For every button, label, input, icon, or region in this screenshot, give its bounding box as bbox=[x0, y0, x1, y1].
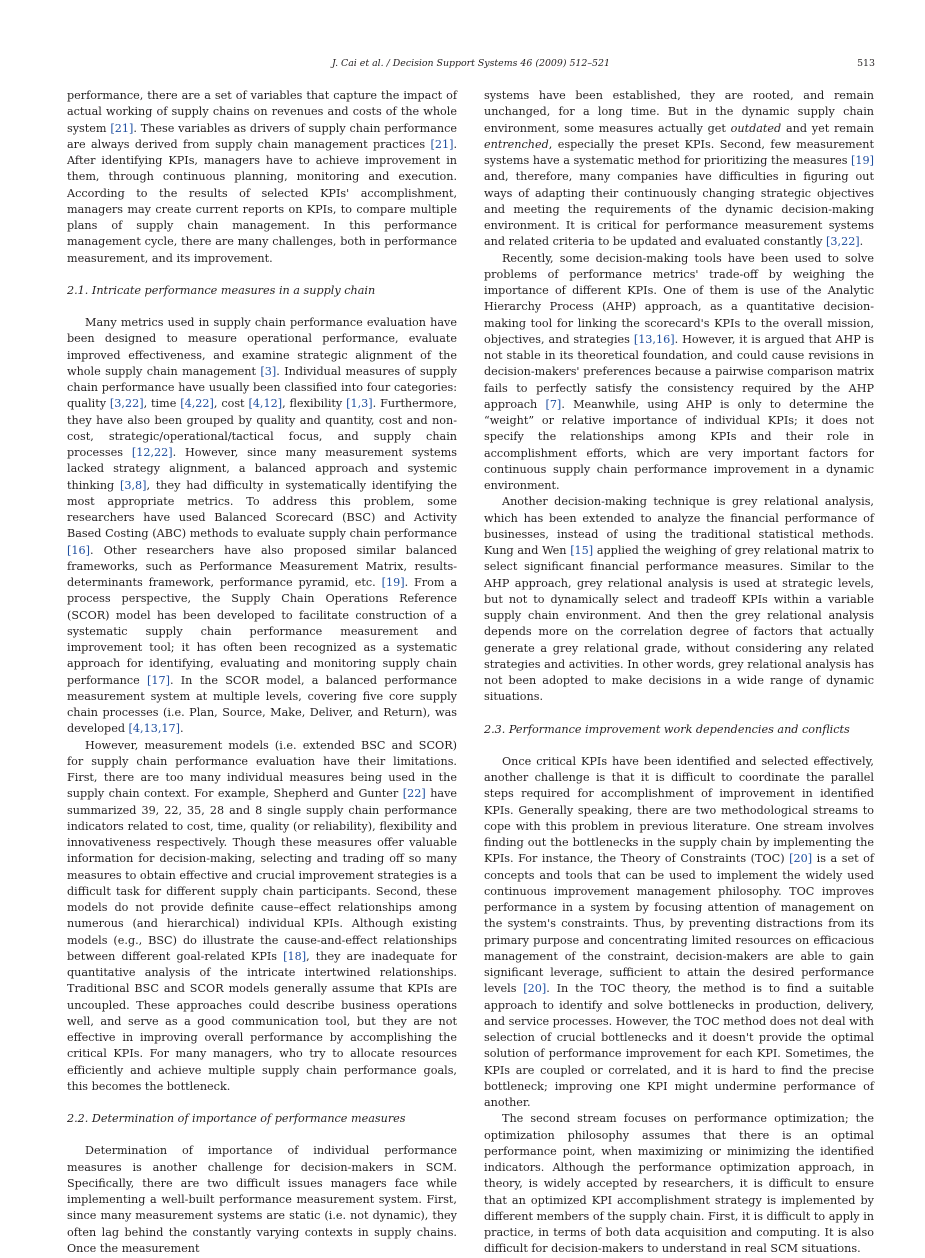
citation-link[interactable]: [16] bbox=[67, 543, 90, 557]
citation-link[interactable]: [15] bbox=[570, 544, 594, 557]
paragraph: systems have been established, they are rooted, and remain unchanged, for a long time. But in the dynamic supply chain environment, some measures actually get outdated and yet remain entrenched, especially the preset KPIs. Second, few measurement systems have a systematic method for prioritizing the measures [19] and, therefore, many companies have difficulties in figuring out ways of adapting their continuously changing strategic objectives and meeting the requirements of the dynamic decision-making environment. It is critical for performance measurement systems and related criteria to be updated and evaluated constantly [3,22]. bbox=[484, 89, 874, 249]
citation-link[interactable]: [4,13,17] bbox=[128, 722, 180, 736]
paragraph: Many metrics used in supply chain performance evaluation have been designed to measure operational performance, evaluate improved effectiveness, and examine strategic alignment of the whole supply chain management [3]. Individual measures of supply chain performance have usually been classified into four categories: quality [3,22], time [4,22], cost [4,12], flexibility [1,3]. Furthermore, they have also been grouped by quality and quantity, cost and non-cost, strategic/operational/tactical focus, and supply chain processes [12,22]. However, since many measurement systems lacked strategy alignment, a balanced approach and systemic thinking [3,8], they had difficulty in systematically identifying the most appropriate metrics. To address this problem, some researchers have used Balanced Scorecard (BSC) and Activity Based Costing (ABC) methods to evaluate supply chain performance [16]. Other researchers have also proposed similar balanced frameworks, such as Performance Measurement Matrix, results-determinants framework, performance pyramid, etc. [19]. From a process perspective, the Supply Chain Operations Reference (SCOR) model has been developed to facilitate construction of a systematic supply chain performance measurement and improvement tool; it has often been recognized as a systematic approach for identifying, evaluating and monitoring supply chain performance [17]. In the SCOR model, a balanced performance measurement system at multiple levels, covering five core supply chain processes (i.e. Plan, Source, Make, Deliver, and Return), was developed [4,13,17]. bbox=[67, 316, 458, 736]
citation-link[interactable]: [7] bbox=[545, 397, 562, 411]
page-number: 513 bbox=[857, 58, 875, 69]
citation-link[interactable]: [20] bbox=[523, 982, 547, 996]
citation-link[interactable]: [1,3] bbox=[346, 397, 373, 411]
right-column bbox=[484, 88, 874, 1258]
citation-link[interactable]: [13,16] bbox=[633, 332, 675, 346]
citation-link[interactable]: [12,22] bbox=[131, 446, 173, 459]
paragraph: Recently, some decision-making tools have been used to solve problems of performance metrics' trade-off by weighing the importance of different KPIs. One of them is use of the Analytic Hierarchy Process (AHP) approach, as a quantitative decision-making tool for linking the scorecard's KPIs to the overall mission, objectives, and strategies [13,16]. However, it is argued that AHP is not stable in its theoretical foundation, and could cause revisions in decision-makers' preferences because a pairwise comparison matrix fails to perfectly satisfy the consistency required by the AHP approach [7]. Meanwhile, using AHP is only to determine the “weight” or relative importance of individual KPIs; it does not specify the relationships among KPIs and their role in accomplishment efforts, which are very important factors for continuous supply chain performance improvement in a dynamic environment. bbox=[484, 251, 874, 492]
citation-link[interactable]: [21] bbox=[430, 137, 454, 151]
section-heading-2-2: 2.2. Determination of importance of performance measures bbox=[67, 1112, 406, 1125]
running-header bbox=[67, 58, 875, 72]
citation-link[interactable]: [20] bbox=[789, 852, 813, 866]
paragraph: performance, there are a set of variables that capture the impact of actual working of supply chains on revenues and costs of the whole system [21]. These variables as drivers of supply chain performance are always derived from supply chain management practices [21]. After identifying KPIs, managers have to achieve improvement in them, through continuous planning, monitoring and execution. According to the results of selected KPIs' accomplishment, managers may create current reports on KPIs, to compare multiple plans of supply chain management. In this performance management cycle, there are many challenges, both in performance measurement, and its improvement. bbox=[67, 89, 457, 265]
paragraph: Once critical KPIs have been identified and selected effectively, another challenge is that it is difficult to coordinate the parallel steps required for accomplishment of improvement in identified KPIs. Generally speaking, there are two methodological streams to cope with this problem in previous literature. One stream involves finding out the bottlenecks in the supply chain by implementing the KPIs. For instance, the Theory of Constraints (TOC) [20] is a set of concepts and tools that can be used to implement the widely used continuous improvement management philosophy. TOC improves performance in a system by focusing attention of management on the system's constraints. Thus, by preventing distractions from its primary purpose and concentrating limited resources on efficacious management of the constraint, decision-makers are able to gain significant leverage, sufficient to attain the desired performance levels [20]. In the TOC theory, the method is to find a suitable approach to identify and solve bottlenecks in production, delivery, and service processes. However, the TOC method does not deal with selection of crucial bottlenecks and it doesn't provide the optimal solution of performance improvement for each KPI. Sometimes, the KPIs are coupled or correlated, and it is hard to find the precise bottleneck; improving one KPI might undermine performance of another. bbox=[484, 754, 874, 1109]
section-heading-2-1: 2.1. Intricate performance measures in a supply chain bbox=[67, 283, 376, 297]
citation-link[interactable]: [21] bbox=[110, 121, 134, 135]
section-heading-2-3: 2.3. Performance improvement work dependencies and conflicts bbox=[484, 722, 850, 736]
citation-link[interactable]: [17] bbox=[146, 673, 170, 687]
citation-link[interactable]: [3] bbox=[260, 364, 277, 378]
citation-link[interactable]: [22] bbox=[402, 787, 426, 801]
citation-link[interactable]: [4,22] bbox=[180, 397, 214, 411]
citation-link[interactable]: [3,22] bbox=[109, 397, 144, 411]
citation-link[interactable]: [18] bbox=[283, 949, 307, 963]
paragraph: Determination of importance of individual performance measures is another challenge for decision-makers in SCM. Specifically, there are two difficult issues managers face while implementing a well-built performance measurement system. First, since many measurement systems are static (i.e. not dynamic), they often lag behind the constantly varying contexts in supply chains. Once the measurement bbox=[67, 1144, 457, 1255]
paragraph: The second stream focuses on performance optimization; the optimization philosophy assumes that there is an optimal performance point, when maximizing or minimizing the identified indicators. Although the performance optimization approach, in theory, is widely accepted by researchers, it is difficult to ensure that an optimized KPI accomplishment strategy is implemented by different members of the supply chain. First, it is difficult to apply in practice, in terms of both data acquisition and computing. It is also difficult for decision-makers to understand in real SCM situations. bbox=[484, 1112, 874, 1256]
citation-link[interactable]: [19] bbox=[851, 154, 874, 167]
paragraph: However, measurement models (i.e. extended BSC and SCOR) for supply chain performance evaluation have their limitations. First, there are too many individual measures being used in the supply chain context. For example, Shepherd and Gunter [22] have summarized 39, 22, 35, 28 and 8 single supply chain performance indicators related to cost, time, quality (or reliability), flexibility and innovativeness respectively. Though these measures offer valuable information for decision-making, selecting and trading off so many measures to obtain effective and crucial improvement strategies is a difficult task for different supply chain participants. Second, these models do not provide definite cause–effect relationships among numerous (and hierarchical) individual KPIs. Although existing models (e.g., BSC) do illustrate the cause-and-effect relationships between different goal-related KPIs [18], they are inadequate for quantitative analysis of the intricate intertwined relationships. Traditional BSC and SCOR models generally assume that KPIs are uncoupled. These approaches could describe business operations well, and serve as a good communication tool, but they are not effective in improving overall performance by accomplishing the critical KPIs. For many managers, who try to allocate resources efficiently and achieve multiple supply chain performance goals, this becomes the bottleneck. bbox=[67, 738, 458, 1093]
citation-link[interactable]: [19] bbox=[381, 576, 405, 589]
citation-link[interactable]: [3,22] bbox=[826, 235, 860, 249]
citation-link[interactable]: [3,8] bbox=[119, 478, 147, 492]
left-column bbox=[67, 88, 457, 1257]
citation-link[interactable]: [4,12] bbox=[248, 397, 283, 411]
journal-citation: J. Cai et al. / Decision Support Systems 46 (2009) 512–521 bbox=[332, 58, 610, 69]
paragraph: Another decision-making technique is grey relational analysis, which has been extended to analyze the financial performance of businesses, instead of using the traditional statistical methods. Kung and Wen [15] applied the weighing of grey relational matrix to select significant financial performance measures. Similar to the AHP approach, grey relational analysis is used at strategic levels, but not to dynamically select and tradeoff KPIs within a variable supply chain environment. And then the grey relational analysis depends more on the correlation degree of factors that actually generate a grey relational grade, without considering any related strategies and activities. In other words, grey relational analysis has not been adopted to make decisions in a wide range of dynamic situations. bbox=[484, 495, 874, 704]
